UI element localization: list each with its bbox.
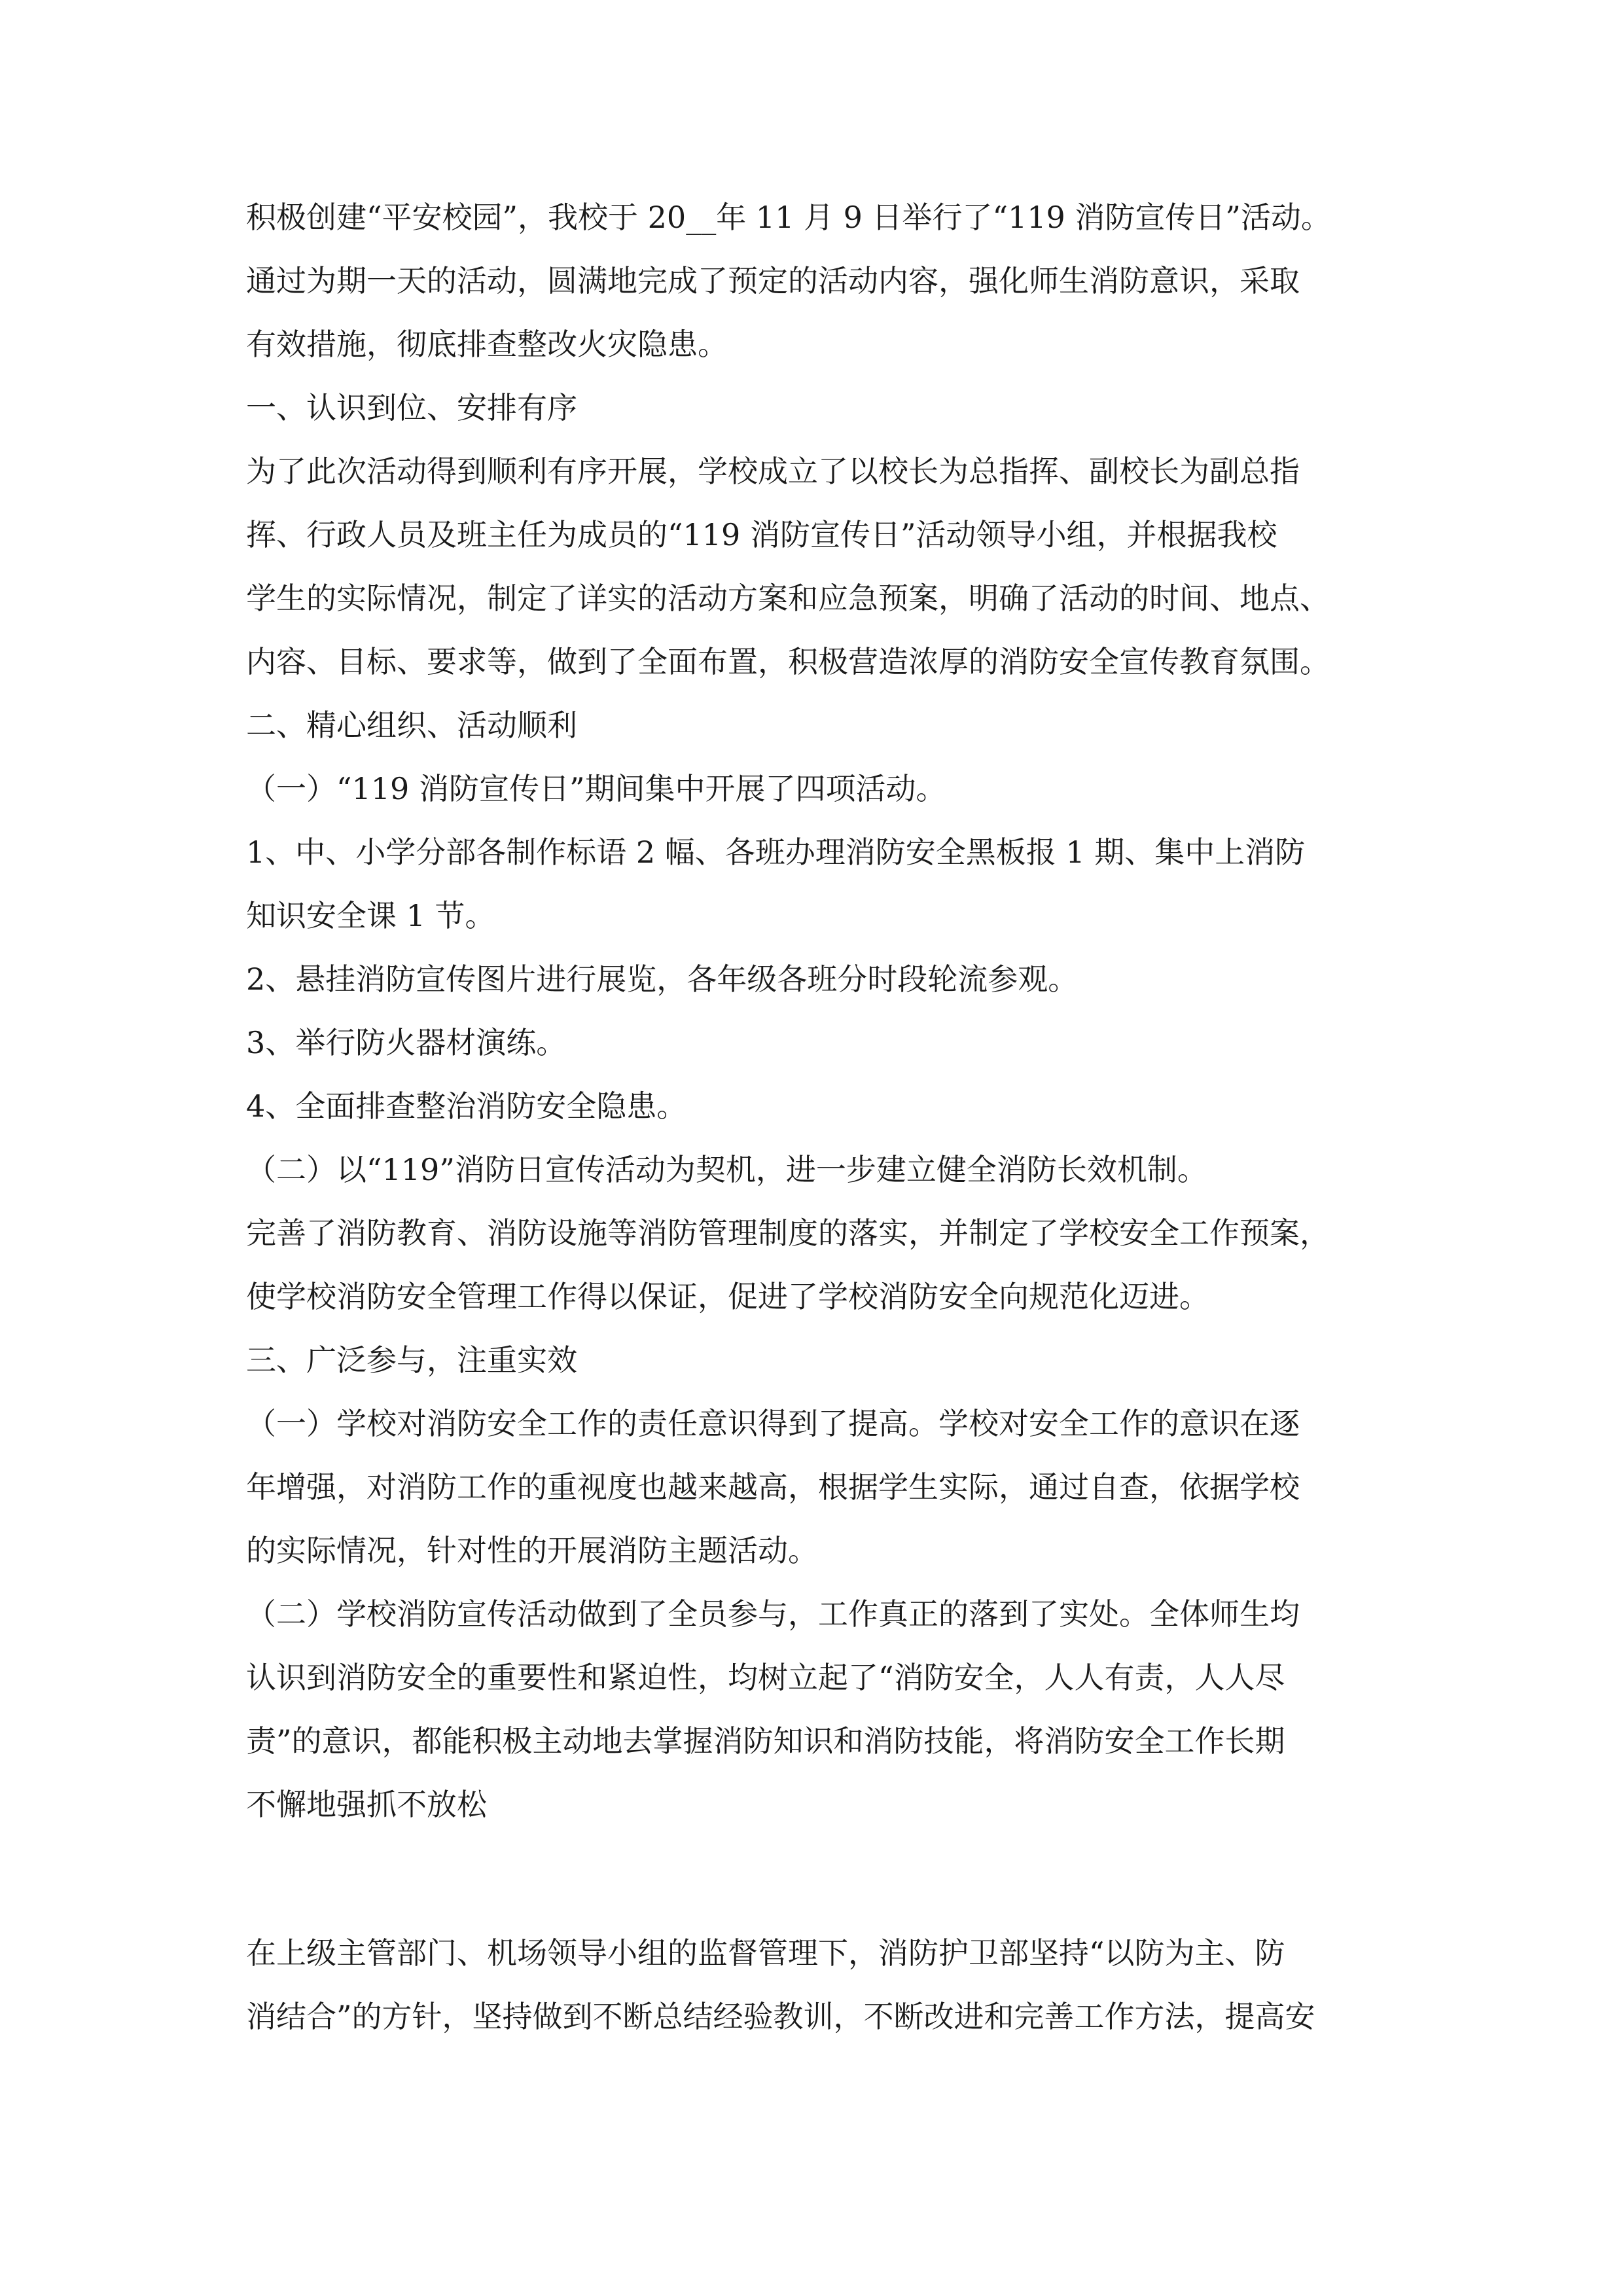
text-line: 认识到消防安全的重要性和紧迫性，均树立起了“消防安全，人人有责，人人尽: [246, 1660, 1285, 1695]
text-line: 积极创建“平安校园”，我校于 20__年 11 月 9 日举行了“119 消防宣传日”活动。: [246, 200, 1331, 235]
text-line: 消结合”的方针，坚持做到不断总结经验教训，不断改进和完善工作方法，提高安: [246, 1999, 1315, 2034]
text-line: 年增强，对消防工作的重视度也越来越高，根据学生实际，通过自查，依据学校: [246, 1469, 1300, 1505]
text-line: 知识安全课 1 节。: [246, 898, 495, 933]
text-line: （一）“119 消防宣传日”期间集中开展了四项活动。: [246, 771, 946, 806]
text-line: 在上级主管部门、机场领导小组的监督管理下，消防护卫部坚持“以防为主、防: [246, 1935, 1285, 1971]
text-line: 通过为期一天的活动，圆满地完成了预定的活动内容，强化师生消防意识，采取: [246, 263, 1300, 298]
text-line: （二）以“119”消防日宣传活动为契机，进一步建立健全消防长效机制。: [246, 1152, 1207, 1187]
text-line: （一）学校对消防安全工作的责任意识得到了提高。学校对安全工作的意识在逐: [246, 1406, 1300, 1441]
section-heading: 一、认识到位、安排有序: [246, 390, 577, 425]
text-line: 2、悬挂消防宣传图片进行展览，各年级各班分时段轮流参观。: [246, 961, 1079, 997]
text-line: 内容、目标、要求等，做到了全面布置，积极营造浓厚的消防安全宣传教育氛围。: [246, 644, 1330, 679]
text-line: 的实际情况，针对性的开展消防主题活动。: [246, 1533, 818, 1568]
section-heading: 二、精心组织、活动顺利: [246, 708, 577, 743]
text-line: 责”的意识，都能积极主动地去掌握消防知识和消防技能，将消防安全工作长期: [246, 1723, 1285, 1759]
text-line: 使学校消防安全管理工作得以保证，促进了学校消防安全向规范化迈进。: [246, 1279, 1209, 1314]
text-line: 学生的实际情况，制定了详实的活动方案和应急预案，明确了活动的时间、地点、: [246, 581, 1330, 616]
text-line: 1、中、小学分部各制作标语 2 幅、各班办理消防安全黑板报 1 期、集中上消防: [246, 834, 1306, 870]
section-heading: 三、广泛参与，注重实效: [246, 1342, 577, 1378]
text-line: 3、举行防火器材演练。: [246, 1025, 567, 1060]
text-line: 不懈地强抓不放松: [246, 1787, 487, 1822]
text-line: 挥、行政人员及班主任为成员的“119 消防宣传日”活动领导小组，并根据我校: [246, 517, 1277, 552]
text-line: 有效措施，彻底排查整改火灾隐患。: [246, 327, 728, 362]
text-line: 4、全面排查整治消防安全隐患。: [246, 1088, 687, 1124]
text-line: 为了此次活动得到顺利有序开展，学校成立了以校长为总指挥、副校长为副总指: [246, 454, 1300, 489]
text-line: 完善了消防教育、消防设施等消防管理制度的落实，并制定了学校安全工作预案，: [246, 1215, 1330, 1251]
text-line: （二）学校消防宣传活动做到了全员参与，工作真正的落到了实处。全体师生均: [246, 1596, 1300, 1632]
